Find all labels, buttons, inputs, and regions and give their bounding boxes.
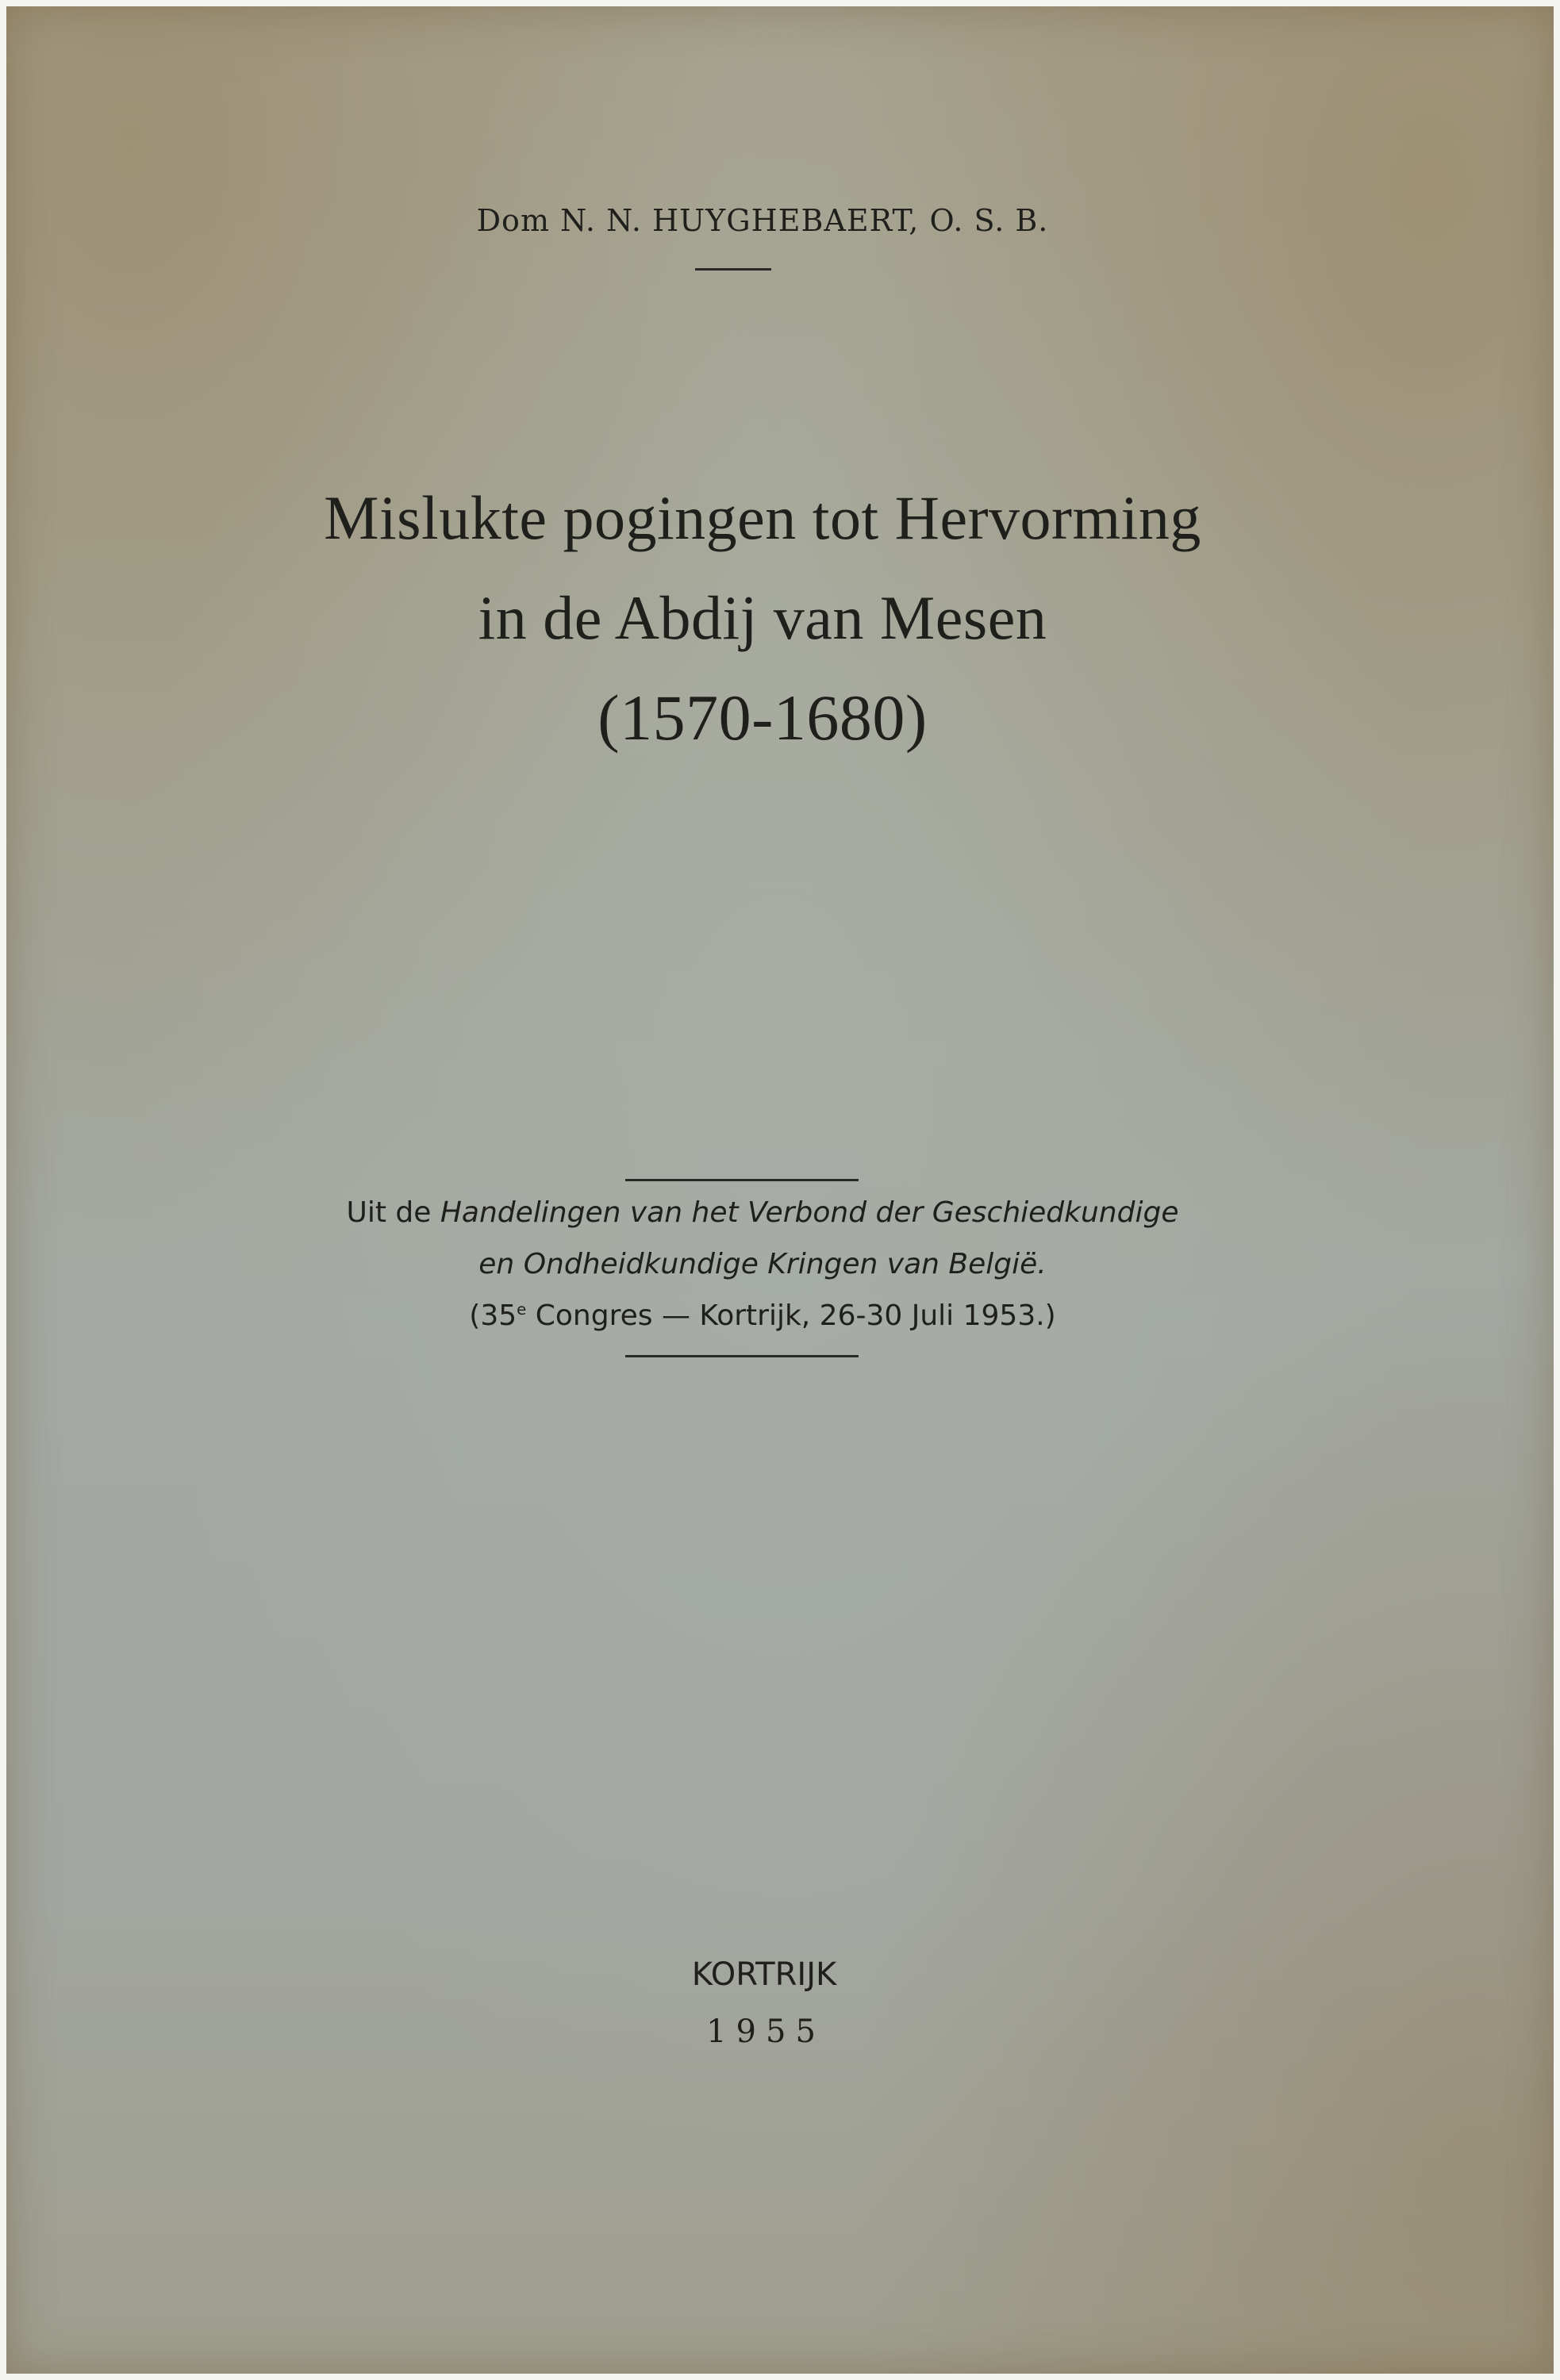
publication-title-part-1: Handelingen van het Verbond der Geschiedkundige [440, 1196, 1179, 1229]
source-top-divider [625, 1179, 859, 1181]
author-name: Dom N. N. HUYGHEBAERT, O. S. B. [476, 203, 1049, 238]
source-prefix: Uit de [346, 1196, 440, 1229]
book-cover [6, 6, 1554, 2374]
imprint-year: 1955 [706, 2013, 825, 2050]
title-line-1: Mislukte pogingen tot Hervorming [324, 483, 1201, 552]
source-line-1 [0, 1196, 1536, 1229]
congress-line [0, 1299, 1536, 1332]
congress-number: (35 [469, 1299, 517, 1332]
source-bottom-divider [625, 1355, 859, 1357]
imprint-place: KORTRIJK [691, 1956, 837, 1993]
publication-title-part-2: en Ondheidkundige Kringen van België. [478, 1248, 1047, 1280]
title-line-2: in de Abdij van Mesen [478, 583, 1047, 652]
author-divider [695, 268, 771, 271]
congress-ordinal: e [517, 1300, 527, 1319]
congress-details: Congres — Kortrijk, 26-30 Juli 1953.) [526, 1299, 1056, 1332]
title-years: (1570-1680) [597, 681, 928, 754]
